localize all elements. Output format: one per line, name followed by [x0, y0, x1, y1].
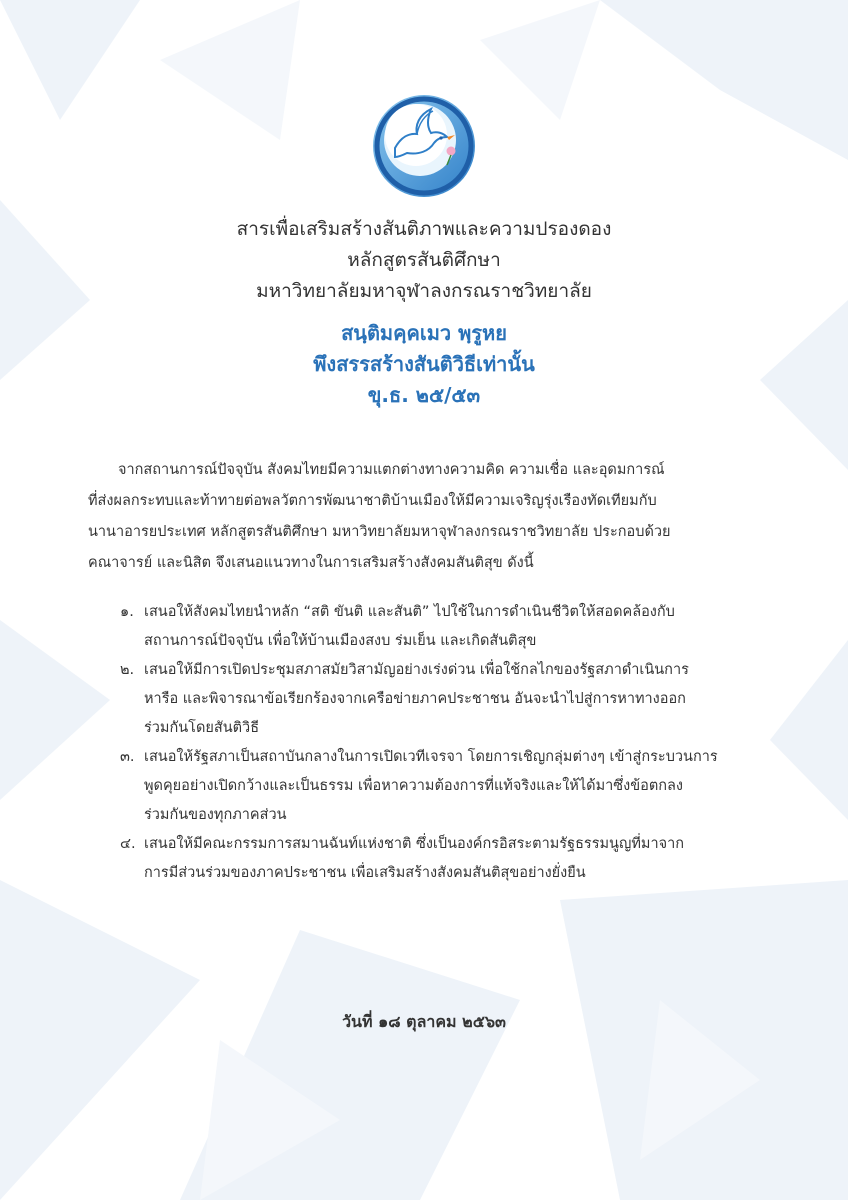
proposal-number: ๓. [120, 749, 135, 765]
dove-peace-logo-icon [371, 93, 477, 199]
intro-line: คณาจารย์ และนิสิต จึงเสนอแนวทางในการเสริมสร้างสังคมสันติสุข ดังนี้ [88, 555, 534, 571]
intro-line: นานาอารยประเทศ หลักสูตรสันติศึกษา มหาวิทยาลัยมหาจุฬาลงกรณราชวิทยาลัย ประกอบด้วย [88, 524, 671, 540]
document-date: วันที่ ๑๘ ตุลาคม ๒๕๖๓ [342, 1012, 506, 1031]
intro-line: ที่ส่งผลกระทบและท้าทายต่อพลวัตการพัฒนาชาติบ้านเมืองให้มีความเจริญรุ่งเรืองทัดเทียมกับ [88, 493, 657, 509]
slogan-line-2: พึงสรรสร้างสันติวิธีเท่านั้น [313, 352, 535, 376]
intro-paragraph [88, 455, 768, 579]
proposal-list [120, 598, 790, 888]
proposal-line: พูดคุยอย่างเปิดกว้างและเป็นธรรม เพื่อหาความต้องการที่แท้จริงและให้ได้มาซึ่งข้อตกลง [144, 778, 683, 794]
slogan-line-1: สนฺติมคฺคเมว พฺรูหย [341, 321, 507, 345]
proposal-line: ร่วมกันของทุกภาคส่วน [144, 807, 287, 823]
header-line-2: หลักสูตรสันติศึกษา [347, 249, 501, 271]
proposal-line: เสนอให้มีการเปิดประชุมสภาสมัยวิสามัญอย่างเร่งด่วน เพื่อใช้กลไกของรัฐสภาดำเนินการ [144, 662, 689, 678]
proposal-line: เสนอให้มีคณะกรรมการสมานฉันท์แห่งชาติ ซึ่งเป็นองค์กรอิสระตามรัฐธรรมนูญที่มาจาก [144, 836, 685, 852]
proposal-line: การมีส่วนร่วมของภาคประชาชน เพื่อเสริมสร้างสังคมสันติสุขอย่างยั่งยืน [144, 865, 586, 881]
proposal-line: ร่วมกันโดยสันติวิธี [144, 720, 260, 736]
proposal-item [120, 743, 790, 830]
header-line-3: มหาวิทยาลัยมหาจุฬาลงกรณราชวิทยาลัย [256, 280, 592, 302]
proposal-number: ๔. [120, 836, 136, 852]
intro-line: จากสถานการณ์ปัจจุบัน สังคมไทยมีความแตกต่างทางความคิด ความเชื่อ และอุดมการณ์ [118, 462, 665, 478]
proposal-line: สถานการณ์ปัจจุบัน เพื่อให้บ้านเมืองสงบ ร่มเย็น และเกิดสันติสุข [144, 633, 537, 649]
proposal-line: เสนอให้รัฐสภาเป็นสถาบันกลางในการเปิดเวทีเจรจา โดยการเชิญกลุ่มต่างๆ เข้าสู่กระบวนการ [144, 749, 718, 765]
proposal-number: ๒. [120, 662, 135, 678]
proposal-item [120, 598, 790, 656]
proposal-number: ๑. [120, 604, 134, 620]
proposal-item [120, 830, 790, 888]
proposal-line: เสนอให้สังคมไทยนำหลัก “สติ ขันติ และสันติ” ไปใช้ในการดำเนินชีวิตให้สอดคล้องกับ [144, 604, 675, 620]
document-header [0, 214, 848, 307]
proposal-item [120, 656, 790, 743]
proposal-line: หารือ และพิจารณาข้อเรียกร้องจากเครือข่ายภาคประชาชน อันจะนำไปสู่การหาทางออก [144, 691, 686, 707]
header-line-1: สารเพื่อเสริมสร้างสันติภาพและความปรองดอง [236, 218, 612, 240]
slogan-line-3: ขุ.ธ. ๒๕/๕๓ [367, 383, 481, 407]
slogan [0, 318, 848, 411]
